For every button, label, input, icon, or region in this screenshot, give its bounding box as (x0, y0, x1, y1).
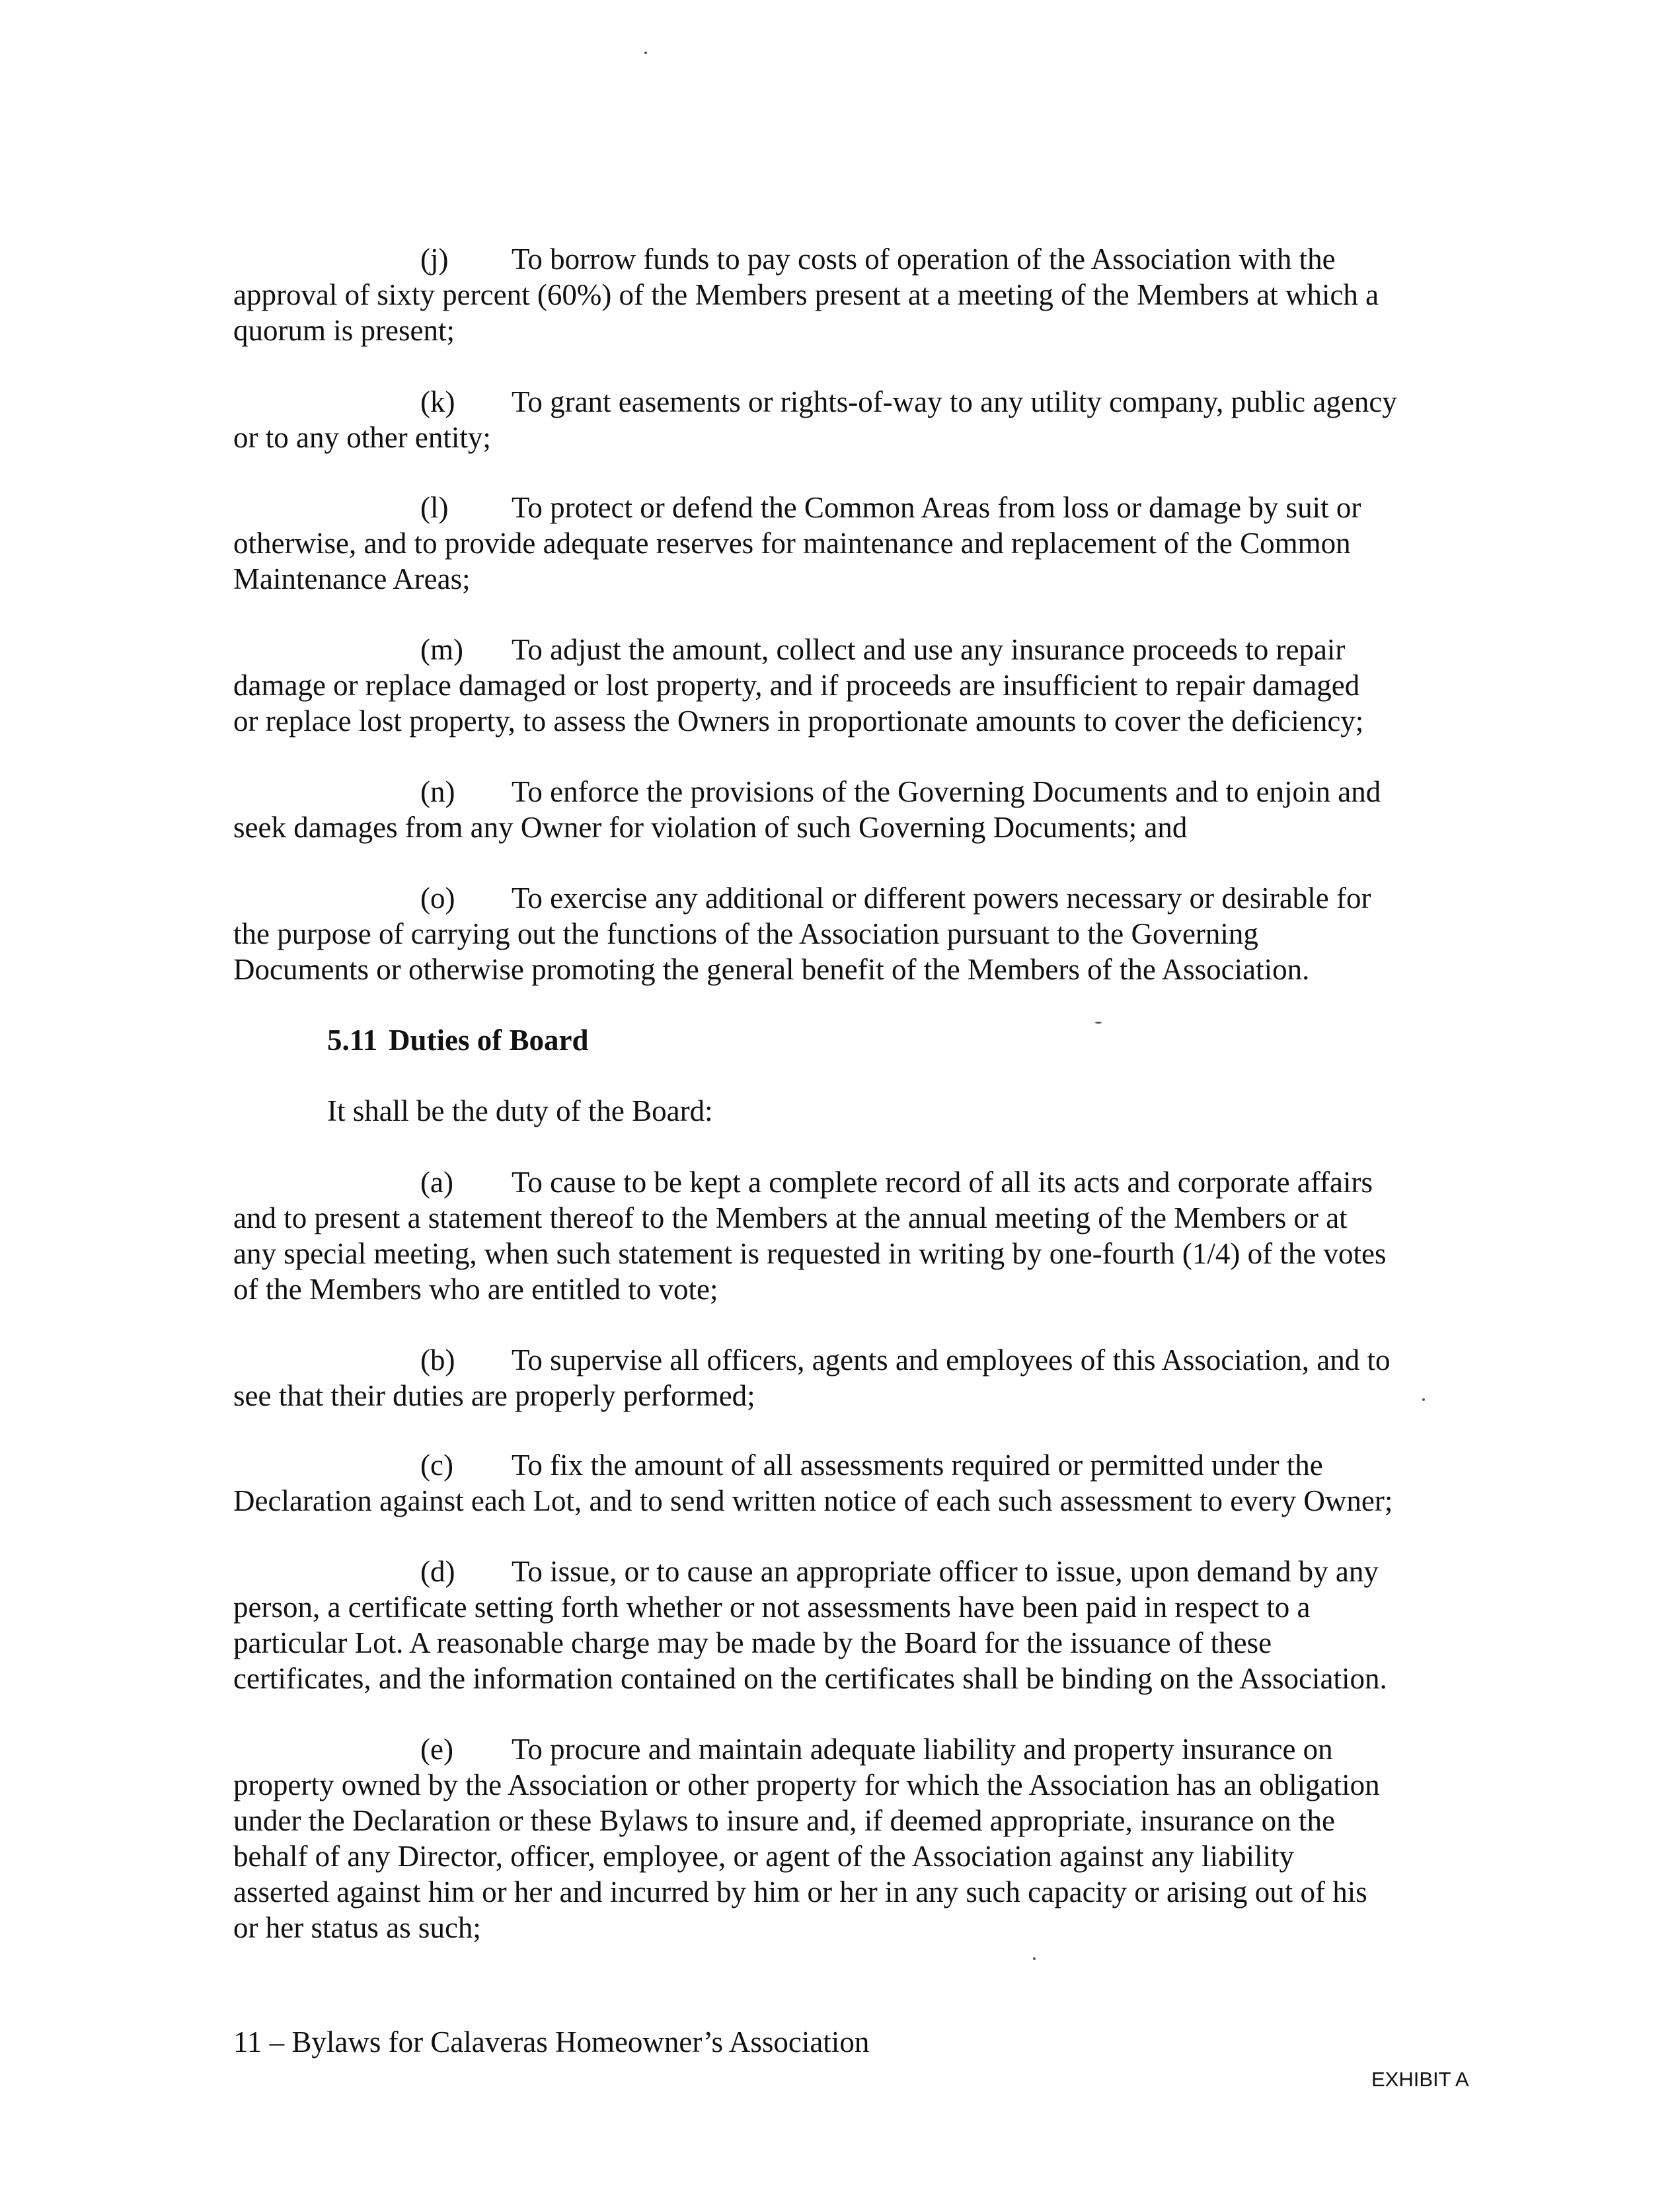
paragraph-label: (l) (420, 491, 449, 524)
paragraph-e (233, 1731, 1489, 1945)
paragraph-line: Declaration against each Lot, and to send written notice of each such assessment to every Owner; (233, 1484, 1393, 1517)
section-number: 5.11 (327, 1024, 378, 1057)
paragraph-line: of the Members who are entitled to vote; (233, 1273, 718, 1306)
paragraph-line: otherwise, and to provide adequate reserves for maintenance and replacement of the Common (233, 527, 1351, 560)
paragraph-label: (a) (420, 1166, 453, 1199)
paragraph-m (233, 632, 1489, 739)
paragraph-line: seek damages from any Owner for violation of such Governing Documents; and (233, 811, 1188, 844)
paragraph-line: certificates, and the information contained on the certificates shall be binding on the Association. (233, 1662, 1387, 1695)
paragraph-line: asserted against him or her and incurred by him or her in any such capacity or arising out of his (233, 1875, 1367, 1908)
scan-speck (1422, 1398, 1425, 1401)
paragraph-line: the purpose of carrying out the functions of the Association pursuant to the Governing (233, 917, 1258, 950)
paragraph-line: any special meeting, when such statement is requested in writing by one-fourth (1/4) of the votes (233, 1237, 1387, 1270)
paragraph-line: quorum is present; (233, 314, 455, 347)
paragraph-l (233, 490, 1489, 597)
paragraph-line: To cause to be kept a complete record of all its acts and corporate affairs (512, 1166, 1373, 1199)
paragraph-b (233, 1342, 1489, 1414)
paragraph-line: see that their duties are properly performed; (233, 1379, 755, 1412)
paragraph-line: Documents or otherwise promoting the general benefit of the Members of the Association. (233, 953, 1310, 986)
paragraph-label: (o) (420, 882, 455, 915)
paragraph-line: person, a certificate setting forth whether or not assessments have been paid in respect to a (233, 1591, 1311, 1624)
paragraph-label: (e) (420, 1733, 453, 1766)
paragraph-label: (n) (420, 775, 455, 808)
paragraph-line: behalf of any Director, officer, employee, or agent of the Association against any liability (233, 1840, 1295, 1873)
paragraph-d (233, 1554, 1489, 1696)
paragraph-line: To supervise all officers, agents and employees of this Association, and to (512, 1343, 1391, 1377)
section-intro: It shall be the duty of the Board: (327, 1094, 713, 1127)
paragraph-line: Maintenance Areas; (233, 562, 471, 595)
paragraph-line: To procure and maintain adequate liability and property insurance on (512, 1733, 1333, 1766)
paragraph-k (233, 384, 1489, 455)
paragraph-line: To grant easements or rights-of-way to any utility company, public agency (512, 385, 1397, 418)
paragraph-a (233, 1164, 1489, 1307)
paragraph-line: property owned by the Association or other property for which the Association has an obligation (233, 1768, 1380, 1801)
exhibit-label: EXHIBIT A (1371, 2068, 1469, 2091)
paragraph-line: To enforce the provisions of the Governing Documents and to enjoin and (512, 775, 1381, 808)
paragraph-label: (k) (420, 385, 455, 418)
paragraph-label: (d) (420, 1555, 455, 1588)
paragraph-line: To protect or defend the Common Areas from loss or damage by suit or (512, 491, 1361, 524)
paragraph-line: To issue, or to cause an appropriate officer to issue, upon demand by any (512, 1555, 1379, 1588)
paragraph-line: or to any other entity; (233, 421, 491, 454)
paragraph-line: To exercise any additional or different powers necessary or desirable for (512, 882, 1371, 915)
section-heading (327, 1022, 589, 1058)
paragraph-line: particular Lot. A reasonable charge may be made by the Board for the issuance of these (233, 1626, 1272, 1659)
paragraph-line: or replace lost property, to assess the Owners in proportionate amounts to cover the deficiency; (233, 704, 1364, 737)
paragraph-n (233, 774, 1489, 845)
paragraph-label: (j) (420, 243, 449, 276)
scan-speck (1095, 1022, 1102, 1024)
paragraph-label: (c) (420, 1449, 453, 1482)
paragraph-line: under the Declaration or these Bylaws to insure and, if deemed appropriate, insurance on the (233, 1804, 1335, 1837)
page-footer: 11 – Bylaws for Calaveras Homeowner’s Association (233, 2025, 870, 2058)
paragraph-line: approval of sixty percent (60%) of the Members present at a meeting of the Members at which a (233, 278, 1379, 311)
paragraph-label: (b) (420, 1343, 455, 1377)
paragraph-j (233, 241, 1489, 348)
paragraph-line: To borrow funds to pay costs of operation of the Association with the (512, 243, 1336, 276)
paragraph-label: (m) (420, 633, 463, 666)
paragraph-c (233, 1447, 1489, 1519)
paragraph-line: To adjust the amount, collect and use any insurance proceeds to repair (512, 633, 1346, 666)
paragraph-line: damage or replace damaged or lost property, and if proceeds are insufficient to repair damaged (233, 669, 1360, 702)
paragraph-line: To fix the amount of all assessments required or permitted under the (512, 1449, 1323, 1482)
scan-speck (1033, 1957, 1036, 1960)
scan-speck (644, 52, 647, 54)
section-title: Duties of Board (389, 1024, 589, 1057)
paragraph-o (233, 880, 1489, 987)
paragraph-line: and to present a statement thereof to the Members at the annual meeting of the Members or at (233, 1201, 1348, 1234)
paragraph-line: or her status as such; (233, 1911, 481, 1944)
